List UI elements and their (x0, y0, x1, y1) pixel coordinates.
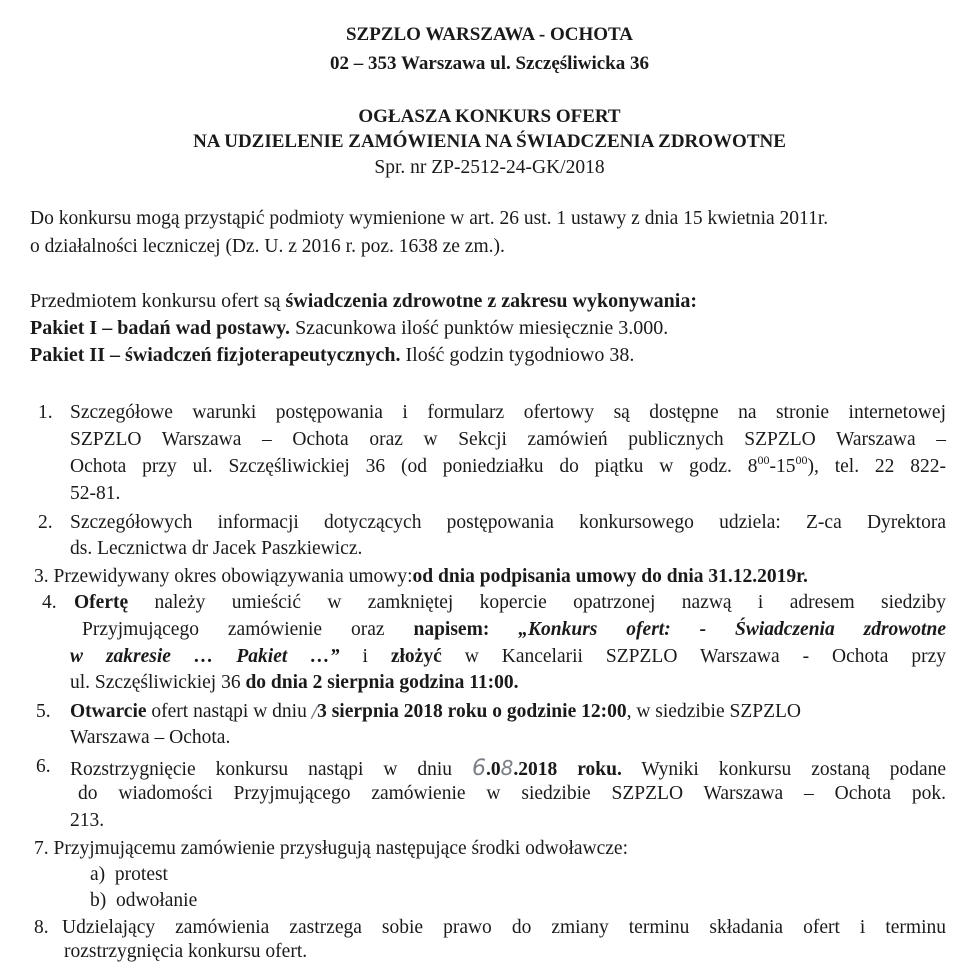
item-8-line-1: Udzielający zamówienia zastrzega sobie prawo do zmiany terminu składania ofert i terminu (62, 917, 946, 938)
intro-line-2: o działalności leczniczej (Dz. U. z 2016 r. poz. 1638 ze zm.). (30, 236, 505, 257)
org-name: SZPZLO WARSZAWA - OCHOTA (345, 24, 633, 45)
appeal-option-b (90, 890, 197, 912)
handwritten-mark: / (311, 702, 318, 721)
item-6-text: Rozstrzygnięcie konkursu nastąpi w dniu (70, 759, 472, 780)
option-b-label: b) (90, 890, 107, 911)
announcement-subtitle: NA UDZIELENIE ZAMÓWIENIA NA ŚWIADCZENIA ZDROWOTNE (193, 131, 786, 152)
opening-word: Otwarcie (70, 701, 147, 722)
item-6-number: 6. (36, 756, 51, 777)
submission-deadline: do dnia 2 sierpnia godzina 11:00. (245, 672, 519, 693)
item-7 (34, 838, 628, 860)
appeal-option-a (90, 864, 168, 886)
item-6-line-3: 213. (70, 810, 105, 831)
item-7-number: 7. (34, 838, 49, 859)
item-4-street: ul. Szczęśliwickiej 36 (70, 672, 246, 693)
hours-from-sup: 00 (757, 453, 770, 467)
item-5-text: ofert nastąpi w dniu (146, 701, 312, 722)
subject-bold: świadczenia zdrowotne z zakresu wykonywania: (285, 290, 697, 312)
package-1 (30, 317, 668, 340)
date-part-2: .2018 roku. (513, 759, 622, 780)
package-1-detail: Szacunkowa ilość punktów miesięcznie 3.000. (290, 317, 669, 339)
submit-word: złożyć (390, 646, 442, 667)
item-4-line-1-text: należy umieścić w zamkniętej kopercie opatrzonej nazwą i adresem siedziby (128, 592, 946, 613)
item-6-line-1 (70, 756, 946, 781)
item-2-number: 2. (38, 512, 53, 533)
date-part-1: .0 (486, 759, 501, 780)
announcement-title: OGŁASZA KONKURS OFERT (358, 106, 621, 127)
item-4-number: 4. (42, 592, 57, 613)
item-1-line-3 (70, 453, 946, 478)
handwritten-month: 8 (500, 756, 514, 780)
item-1-line-2: SZPZLO Warszawa – Ochota oraz w Sekcji zamówień publicznych SZPZLO Warszawa – (70, 429, 946, 450)
item-4-line-3-text: w Kancelarii SZPZLO Warszawa - Ochota przy (441, 646, 946, 667)
inscription-continued: w zakresie … Pakiet …” (70, 646, 340, 667)
item-1-line-3-a: Ochota przy ul. Szczęśliwickiej 36 (od poniedziałku do piątku w godz. 8 (70, 456, 758, 477)
org-address: 02 – 353 Warszawa ul. Szczęśliwicka 36 (330, 53, 649, 74)
item-5-line-2: Warszawa – Ochota. (70, 727, 231, 748)
item-4-line-3 (70, 646, 946, 668)
item-2-line-2: ds. Lecznictwa dr Jacek Paszkiewicz. (70, 538, 363, 559)
item-1-line-3-c: ), tel. 22 822- (807, 456, 946, 477)
offer-word: Ofertę (74, 592, 129, 613)
inscription-text: „Konkurs ofert: - Świadczenia zdrowotne (518, 619, 946, 640)
option-b-text: odwołanie (116, 890, 198, 911)
reference-number: Spr. nr ZP-2512-24-GK/2018 (374, 157, 605, 178)
opening-date: 3 sierpnia 2018 roku o godzinie 12:00 (317, 701, 627, 722)
item-1-line-3-b: -15 (769, 456, 796, 477)
subject-text: Przedmiotem konkursu ofert są (30, 290, 286, 312)
item-4-line-4 (70, 672, 519, 694)
item-6-line-2: do wiadomości Przyjmującego zamówienie w siedzibie SZPZLO Warszawa – Ochota pok. (78, 783, 946, 804)
item-4-and: i (339, 646, 391, 667)
item-5-line-1 (70, 701, 801, 723)
item-3-number: 3. (34, 566, 49, 587)
package-2 (30, 344, 634, 367)
item-2-line-1: Szczegółowych informacji dotyczących postępowania konkursowego udziela: Z-ca Dyrektora (70, 512, 946, 533)
hours-to-sup: 00 (795, 453, 808, 467)
package-2-detail: Ilość godzin tygodniowo 38. (400, 344, 635, 366)
item-1-line-4: 52-81. (70, 483, 121, 504)
item-3 (34, 566, 808, 588)
option-a-text: protest (114, 864, 168, 885)
item-8-number: 8. (34, 917, 49, 938)
item-5-place: , w siedzibie SZPZLO (626, 701, 801, 722)
item-8-line-2: rozstrzygnięcia konkursu ofert. (64, 941, 308, 962)
item-4-line-2-text: Przyjmującego zamówienie oraz (82, 619, 414, 640)
inscription-label: napisem: (413, 619, 519, 640)
item-3-bold: od dnia podpisania umowy do dnia 31.12.2019r. (412, 566, 808, 587)
item-7-text: Przyjmującemu zamówienie przysługują następujące środki odwoławcze: (53, 838, 629, 859)
package-1-title: Pakiet I – badań wad postawy. (30, 317, 291, 339)
subject-line-1 (30, 290, 697, 313)
option-a-label: a) (90, 864, 106, 885)
item-5-number: 5. (36, 701, 51, 722)
handwritten-day: 6 (472, 756, 486, 781)
item-4-line-2 (82, 619, 946, 641)
package-2-title: Pakiet II – świadczeń fizjoterapeutycznych. (30, 344, 401, 366)
item-4-line-1 (74, 592, 946, 614)
item-3-text: Przewidywany okres obowiązywania umowy: (53, 566, 413, 587)
item-1-line-1: Szczegółowe warunki postępowania i formularz ofertowy są dostępne na stronie internetowej (70, 402, 946, 423)
item-1-number: 1. (38, 402, 53, 423)
intro-line-1: Do konkursu mogą przystąpić podmioty wymienione w art. 26 ust. 1 ustawy z dnia 15 kwietnia 2011r. (30, 208, 829, 229)
item-6-results: Wyniki konkursu zostaną podane (621, 759, 947, 780)
